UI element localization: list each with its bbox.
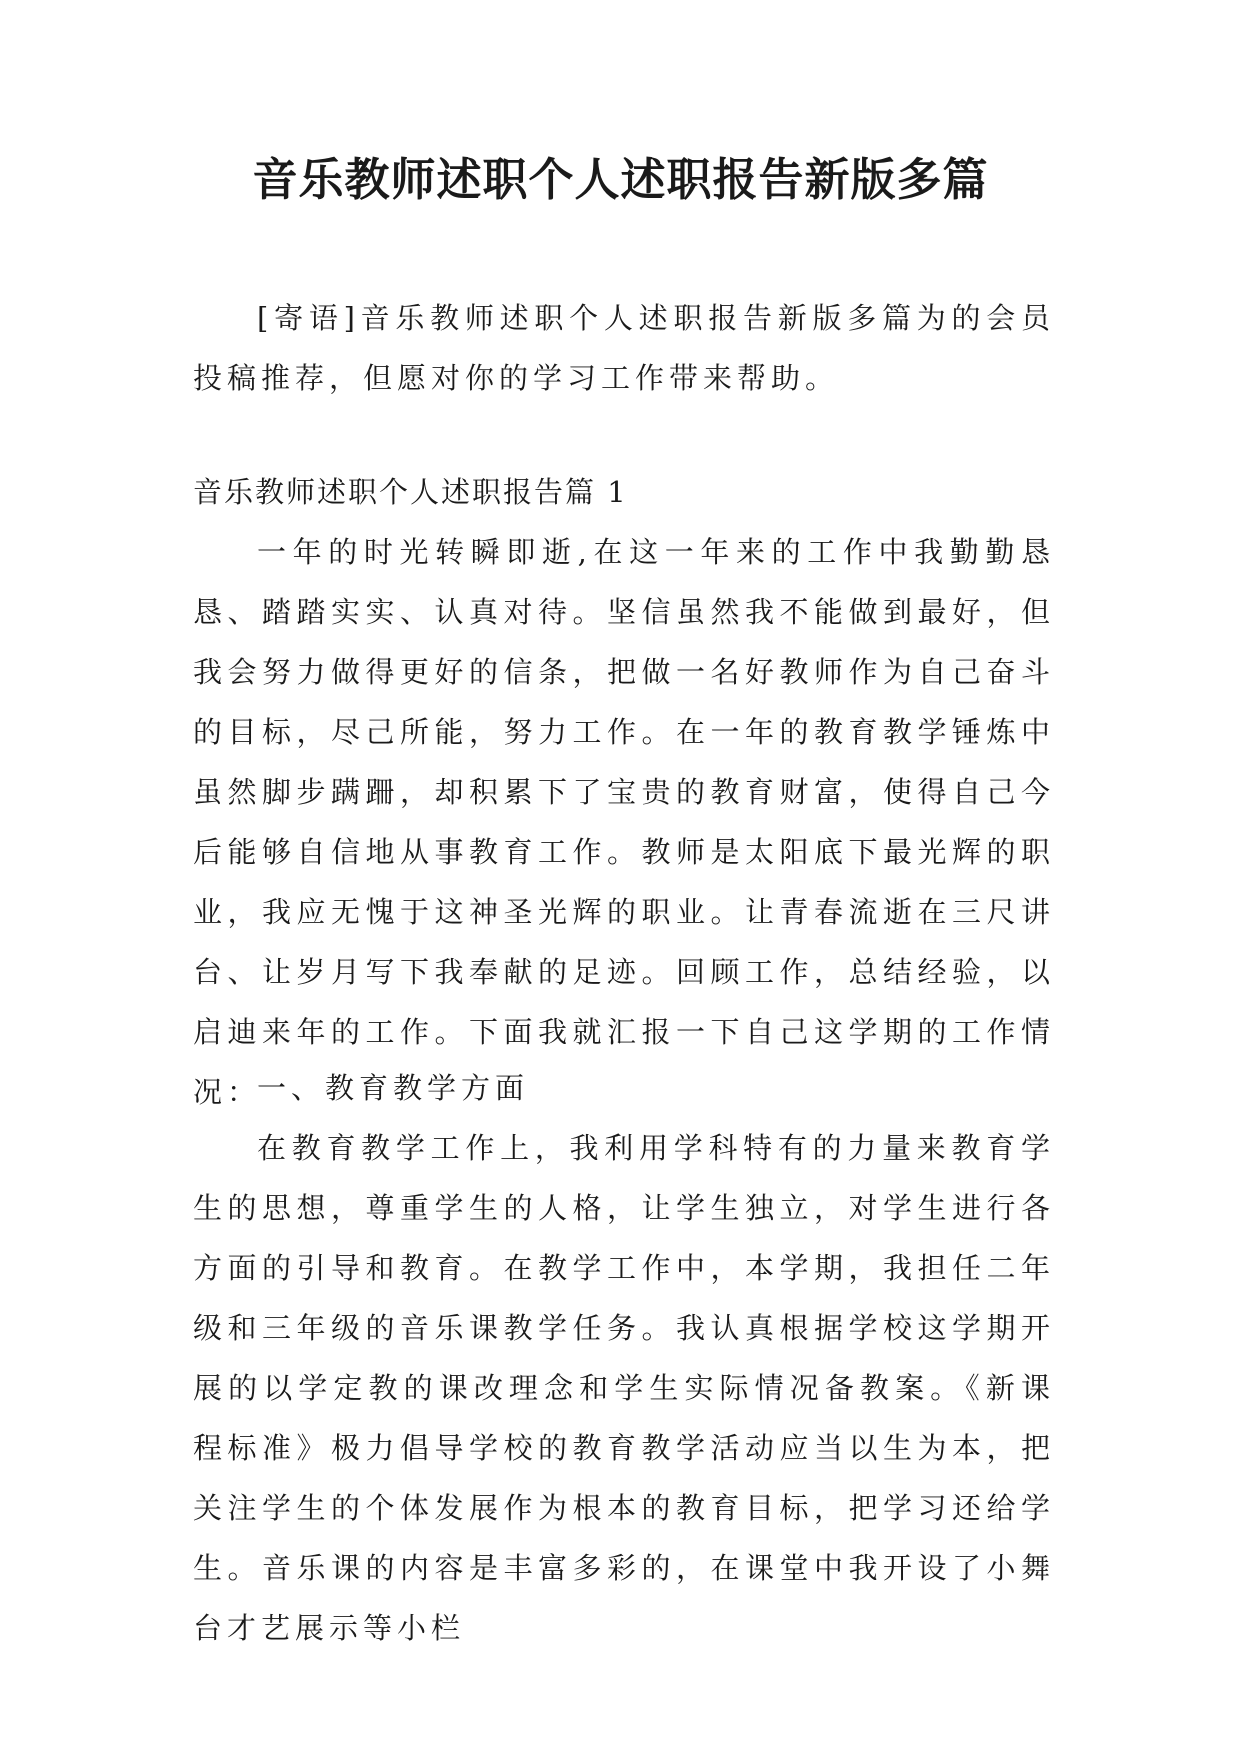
body-paragraph-2: 在教育教学工作上，我利用学科特有的力量来教育学生的思想，尊重学生的人格，让学生独立，对学生进行各方面的引导和教育。在教学工作中，本学期，我担任二年级和三年级的音乐课教学任务。我认真根据学校这学期开展的以学定教的课改理念和学生实际情况备教案。《新课程标准》极力倡导学校的教育教学活动应当以生为本，把关注学生的个体发展作为根本的教育目标，把学习还给学生。音乐课的内容是丰富多彩的，在课堂中我开设了小舞台才艺展示等小栏: [193, 1131, 1055, 1645]
section-heading: 音乐教师述职个人述职报告篇 1: [193, 475, 628, 509]
body-paragraph-1: 一年的时光转瞬即逝,在这一年来的工作中我勤勤恳恳、踏踏实实、认真对待。坚信虽然我不能做到最好，但我会努力做得更好的信条，把做一名好教师作为自己奋斗的目标，尽己所能，努力工作。在一年的教育教学锤炼中虽然脚步蹒跚，却积累下了宝贵的教育财富，使得自己今后能够自信地从事教育工作。教师是太阳底下最光辉的职业，我应无愧于这神圣光辉的职业。让青春流逝在三尺讲台、让岁月写下我奉献的足迹。回顾工作，总结经验，以启迪来年的工作。下面我就汇报一下自己这学期的工作情况：: [193, 535, 1055, 1109]
document-title: 音乐教师述职个人述职报告新版多篇: [252, 153, 989, 206]
intro-paragraph: [寄语]音乐教师述职个人述职报告新版多篇为的会员投稿推荐，但愿对你的学习工作带来帮助。: [193, 301, 1055, 395]
subheading-education-teaching: 一、教育教学方面: [257, 1071, 530, 1105]
